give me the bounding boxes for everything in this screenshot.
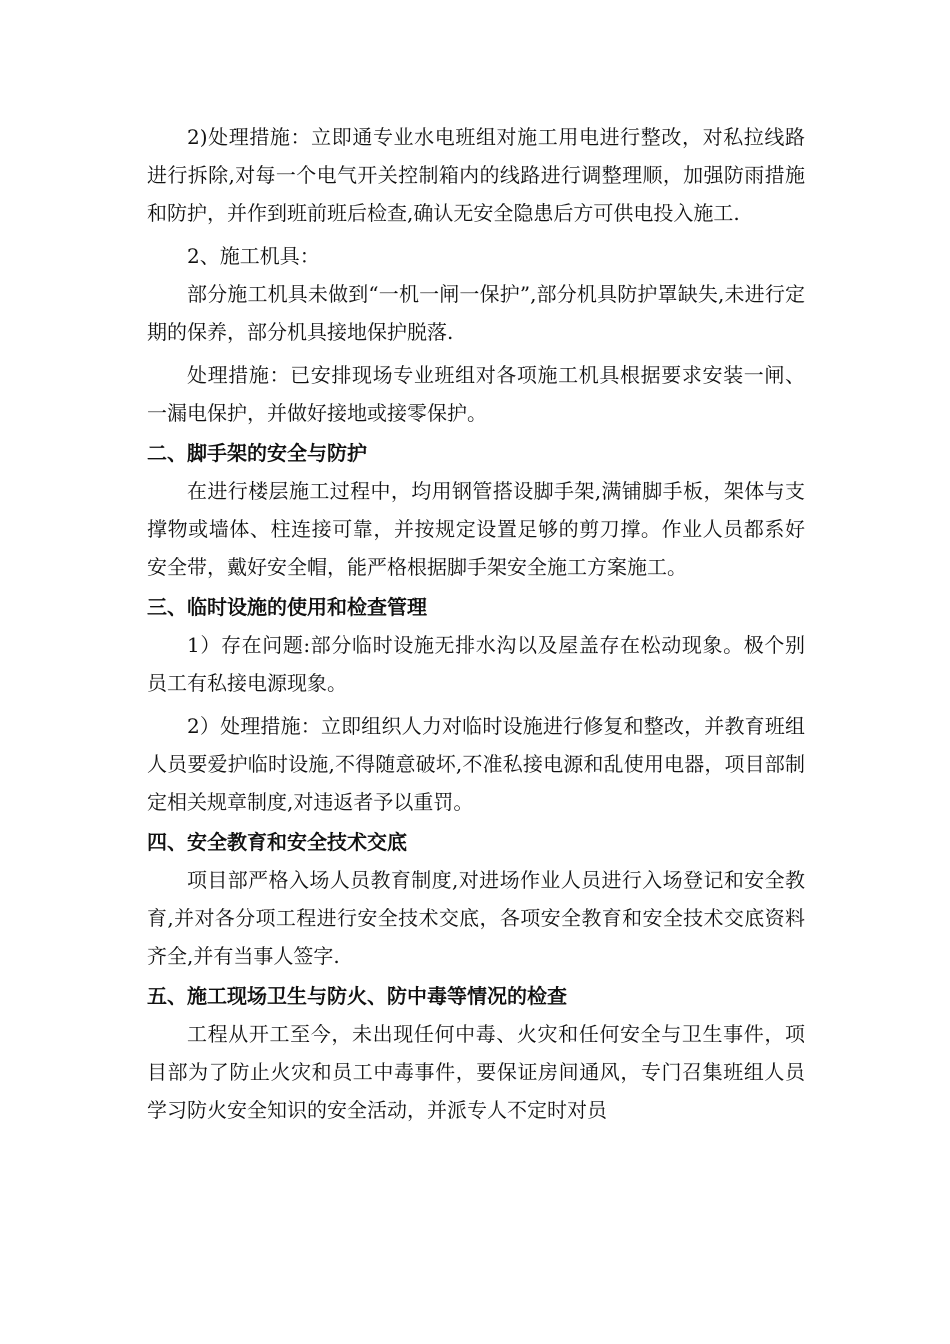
paragraph-tools-measures: 处理措施：已安排现场专业班组对各项施工机具根据要求安装一闸、一漏电保护，并做好接地或接零保护。 [147, 363, 805, 425]
paragraph-facilities-problem: 1）存在问题:部分临时设施无排水沟以及屋盖存在松动现象。极个别员工有私接电源现象。 [147, 633, 805, 695]
paragraph-safety-education: 项目部严格入场人员教育制度,对进场作业人员进行入场登记和安全教育,并对各分项工程进行安全技术交底，各项安全教育和安全技术交底资料齐全,并有当事人签字. [147, 868, 805, 968]
paragraph-tools-heading: 2、施工机具： [187, 244, 320, 268]
paragraph-power-measures: 2)处理措施：立即通专业水电班组对施工用电进行整改，对私拉线路进行拆除,对每一个电气开关控制箱内的线路进行调整理顺，加强防雨措施和防护，并作到班前班后检查,确认无安全隐患后方可供电投入施工. [147, 125, 805, 225]
section-heading-temporary-facilities: 三、临时设施的使用和检查管理 [147, 595, 427, 619]
section-heading-scaffold: 二、脚手架的安全与防护 [147, 441, 367, 465]
paragraph-hygiene-fire: 工程从开工至今，未出现任何中毒、火灾和任何安全与卫生事件，项目部为了防止火灾和员工中毒事件，要保证房间通风，专门召集班组人员学习防火安全知识的安全活动，并派专人不定时对员 [147, 1022, 805, 1122]
paragraph-facilities-measures: 2）处理措施：立即组织人力对临时设施进行修复和整改，并教育班组人员要爱护临时设施,不得随意破坏,不准私接电源和乱使用电器，项目部制定相关规章制度,对违返者予以重罚。 [147, 714, 805, 814]
paragraph-tools-problem: 部分施工机具未做到“一机一闸一保护”,部分机具防护罩缺失,未进行定期的保养，部分机具接地保护脱落. [147, 282, 805, 344]
paragraph-scaffold: 在进行楼层施工过程中，均用钢管搭设脚手架,满铺脚手板，架体与支撑物或墙体、柱连接可靠，并按规定设置足够的剪刀撑。作业人员都系好安全带，戴好安全帽，能严格根据脚手架安全施工方案施工。 [147, 479, 805, 579]
section-heading-safety-education: 四、安全教育和安全技术交底 [147, 830, 407, 854]
section-heading-hygiene-fire: 五、施工现场卫生与防火、防中毒等情况的检查 [147, 984, 567, 1008]
